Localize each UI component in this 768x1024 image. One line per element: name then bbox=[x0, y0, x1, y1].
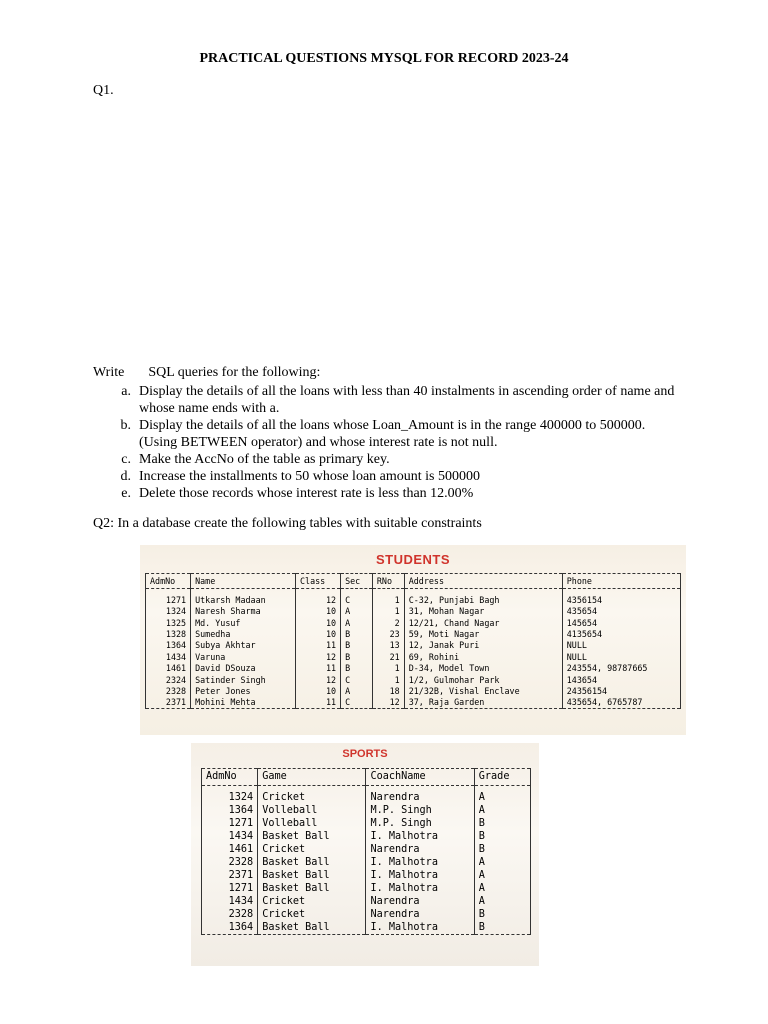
task-item bbox=[93, 383, 683, 417]
table-cell: Utkarsh Madaan bbox=[191, 589, 296, 606]
table-row bbox=[202, 869, 531, 882]
table-cell: A bbox=[341, 686, 373, 697]
table-row bbox=[202, 921, 531, 935]
table-cell: 24356154 bbox=[562, 686, 680, 697]
table-cell: I. Malhotra bbox=[366, 830, 474, 843]
sports-table-image bbox=[191, 743, 539, 966]
table-cell: 1 bbox=[372, 606, 404, 617]
table-cell: 1271 bbox=[202, 882, 258, 895]
table-cell: 1324 bbox=[202, 786, 258, 805]
task-item bbox=[93, 451, 683, 468]
table-cell: 69, Rohini bbox=[404, 651, 562, 662]
table-cell: 2324 bbox=[146, 674, 191, 685]
table-cell: 12/21, Chand Nagar bbox=[404, 617, 562, 628]
table-cell: 10 bbox=[295, 629, 340, 640]
table-cell: 10 bbox=[295, 617, 340, 628]
table-cell: 1 bbox=[372, 663, 404, 674]
sports-header-row bbox=[202, 769, 531, 786]
table-cell: NULL bbox=[562, 640, 680, 651]
question-2-text: Q2: In a database create the following tables with suitable constraints bbox=[93, 516, 482, 531]
table-cell: 1364 bbox=[202, 921, 258, 935]
table-cell: B bbox=[474, 830, 530, 843]
column-header: Name bbox=[191, 574, 296, 589]
table-cell: M.P. Singh bbox=[366, 804, 474, 817]
table-cell: Cricket bbox=[258, 908, 366, 921]
table-cell: Narendra bbox=[366, 908, 474, 921]
table-cell: Volleball bbox=[258, 804, 366, 817]
table-cell: 12 bbox=[295, 674, 340, 685]
sports-table bbox=[201, 768, 531, 935]
table-cell: 145654 bbox=[562, 617, 680, 628]
column-header: Sec bbox=[341, 574, 373, 589]
table-cell: B bbox=[341, 629, 373, 640]
table-cell: Basket Ball bbox=[258, 921, 366, 935]
table-cell: 21/32B, Vishal Enclave bbox=[404, 686, 562, 697]
table-cell: 4135654 bbox=[562, 629, 680, 640]
table-row bbox=[146, 617, 681, 628]
table-cell: Sumedha bbox=[191, 629, 296, 640]
students-table bbox=[145, 573, 681, 709]
table-cell: 1324 bbox=[146, 606, 191, 617]
table-cell: A bbox=[474, 856, 530, 869]
table-cell: 2328 bbox=[146, 686, 191, 697]
table-cell: 11 bbox=[295, 640, 340, 651]
table-cell: B bbox=[341, 640, 373, 651]
table-cell: 1364 bbox=[202, 804, 258, 817]
table-row bbox=[146, 640, 681, 651]
table-cell: Cricket bbox=[258, 786, 366, 805]
table-cell: B bbox=[474, 908, 530, 921]
table-cell: I. Malhotra bbox=[366, 869, 474, 882]
table-cell: I. Malhotra bbox=[366, 882, 474, 895]
table-cell: 1/2, Gulmohar Park bbox=[404, 674, 562, 685]
table-cell: 1 bbox=[372, 674, 404, 685]
students-header-row bbox=[146, 574, 681, 589]
task-item bbox=[93, 485, 683, 502]
write-rest: SQL queries for the following: bbox=[148, 365, 321, 380]
table-row bbox=[202, 830, 531, 843]
table-row bbox=[146, 606, 681, 617]
table-row bbox=[146, 651, 681, 662]
table-cell: B bbox=[474, 817, 530, 830]
table-cell: 1364 bbox=[146, 640, 191, 651]
table-row bbox=[202, 817, 531, 830]
table-cell: Narendra bbox=[366, 786, 474, 805]
table-cell: 12 bbox=[372, 697, 404, 709]
column-header: CoachName bbox=[366, 769, 474, 786]
table-cell: A bbox=[341, 617, 373, 628]
table-row bbox=[146, 589, 681, 606]
table-cell: B bbox=[474, 921, 530, 935]
task-text: Display the details of all the loans whose Loan_Amount is in the range 400000 to 500000. (Using BETWEEN operator) and whose interest rate is not null. bbox=[139, 418, 646, 450]
table-cell: Mohini Mehta bbox=[191, 697, 296, 709]
task-text: Display the details of all the loans with less than 40 instalments in ascending order of name and whose name ends with a. bbox=[139, 384, 675, 416]
task-label: b. bbox=[120, 418, 131, 433]
table-cell: 10 bbox=[295, 686, 340, 697]
task-item bbox=[93, 468, 683, 485]
table-cell: 2328 bbox=[202, 856, 258, 869]
table-row bbox=[146, 674, 681, 685]
column-header: Phone bbox=[562, 574, 680, 589]
table-cell: 1434 bbox=[146, 651, 191, 662]
table-cell: 243554, 98787665 bbox=[562, 663, 680, 674]
column-header: Game bbox=[258, 769, 366, 786]
table-cell: 11 bbox=[295, 663, 340, 674]
table-cell: A bbox=[474, 869, 530, 882]
task-label: d. bbox=[120, 469, 131, 484]
students-table-image bbox=[140, 545, 686, 735]
table-cell: 23 bbox=[372, 629, 404, 640]
table-cell: Basket Ball bbox=[258, 882, 366, 895]
table-row bbox=[202, 856, 531, 869]
task-text: Delete those records whose interest rate is less than 12.00% bbox=[139, 486, 474, 501]
column-header: Address bbox=[404, 574, 562, 589]
table-cell: 1434 bbox=[202, 830, 258, 843]
table-cell: 435654 bbox=[562, 606, 680, 617]
table-cell: I. Malhotra bbox=[366, 921, 474, 935]
column-header: RNo bbox=[372, 574, 404, 589]
table-cell: 2371 bbox=[202, 869, 258, 882]
table-cell: Basket Ball bbox=[258, 869, 366, 882]
table-row bbox=[202, 843, 531, 856]
table-cell: 1 bbox=[372, 589, 404, 606]
table-cell: Narendra bbox=[366, 843, 474, 856]
table-cell: C bbox=[341, 697, 373, 709]
page-title: PRACTICAL QUESTIONS MYSQL FOR RECORD 2023-24 bbox=[199, 51, 569, 66]
table-cell: A bbox=[474, 882, 530, 895]
table-cell: 1461 bbox=[146, 663, 191, 674]
column-header: Class bbox=[295, 574, 340, 589]
table-cell: C-32, Punjabi Bagh bbox=[404, 589, 562, 606]
table-cell: Volleball bbox=[258, 817, 366, 830]
table-cell: 2 bbox=[372, 617, 404, 628]
table-cell: 12, Janak Puri bbox=[404, 640, 562, 651]
table-cell: 18 bbox=[372, 686, 404, 697]
table-cell: C bbox=[341, 674, 373, 685]
table-cell: A bbox=[474, 804, 530, 817]
table-row bbox=[202, 908, 531, 921]
task-label: e. bbox=[121, 486, 131, 501]
table-cell: 1325 bbox=[146, 617, 191, 628]
table-cell: 37, Raja Garden bbox=[404, 697, 562, 709]
table-cell: B bbox=[474, 843, 530, 856]
table-cell: D-34, Model Town bbox=[404, 663, 562, 674]
table-cell: David DSouza bbox=[191, 663, 296, 674]
table-cell: Md. Yusuf bbox=[191, 617, 296, 628]
column-header: Grade bbox=[474, 769, 530, 786]
task-label: c. bbox=[121, 452, 131, 467]
table-cell: Narendra bbox=[366, 895, 474, 908]
table-cell: C bbox=[341, 589, 373, 606]
table-cell: Naresh Sharma bbox=[191, 606, 296, 617]
write-instruction bbox=[93, 365, 320, 381]
column-header: AdmNo bbox=[202, 769, 258, 786]
table-cell: Varuna bbox=[191, 651, 296, 662]
table-cell: M.P. Singh bbox=[366, 817, 474, 830]
task-label: a. bbox=[121, 384, 131, 399]
table-cell: 143654 bbox=[562, 674, 680, 685]
task-list bbox=[93, 383, 683, 502]
sports-table-title: SPORTS bbox=[342, 748, 388, 760]
table-row bbox=[202, 786, 531, 805]
table-cell: Subya Akhtar bbox=[191, 640, 296, 651]
table-row bbox=[146, 629, 681, 640]
table-cell: 1434 bbox=[202, 895, 258, 908]
table-cell: A bbox=[341, 606, 373, 617]
table-cell: Peter Jones bbox=[191, 686, 296, 697]
table-cell: 12 bbox=[295, 651, 340, 662]
table-cell: 2371 bbox=[146, 697, 191, 709]
table-cell: 1461 bbox=[202, 843, 258, 856]
table-row bbox=[146, 663, 681, 674]
task-text: Make the AccNo of the table as primary key. bbox=[139, 452, 390, 467]
table-cell: 11 bbox=[295, 697, 340, 709]
task-text: Increase the installments to 50 whose loan amount is 500000 bbox=[139, 469, 480, 484]
table-cell: 21 bbox=[372, 651, 404, 662]
table-cell: I. Malhotra bbox=[366, 856, 474, 869]
table-cell: Cricket bbox=[258, 843, 366, 856]
table-cell: 4356154 bbox=[562, 589, 680, 606]
table-row bbox=[146, 697, 681, 709]
task-item bbox=[93, 417, 683, 451]
write-word: Write bbox=[93, 365, 125, 380]
table-cell: B bbox=[341, 663, 373, 674]
table-row bbox=[202, 804, 531, 817]
table-cell: Cricket bbox=[258, 895, 366, 908]
table-row bbox=[146, 686, 681, 697]
table-row bbox=[202, 895, 531, 908]
table-cell: 59, Moti Nagar bbox=[404, 629, 562, 640]
table-cell: 1328 bbox=[146, 629, 191, 640]
question-1-label: Q1. bbox=[93, 83, 114, 98]
students-table-title: STUDENTS bbox=[375, 552, 451, 567]
table-cell: 435654, 6765787 bbox=[562, 697, 680, 709]
table-cell: 31, Mohan Nagar bbox=[404, 606, 562, 617]
table-cell: 1271 bbox=[202, 817, 258, 830]
table-cell: 12 bbox=[295, 589, 340, 606]
table-row bbox=[202, 882, 531, 895]
table-cell: A bbox=[474, 895, 530, 908]
table-cell: Satinder Singh bbox=[191, 674, 296, 685]
table-cell: B bbox=[341, 651, 373, 662]
table-cell: 1271 bbox=[146, 589, 191, 606]
table-cell: Basket Ball bbox=[258, 856, 366, 869]
table-cell: Basket Ball bbox=[258, 830, 366, 843]
table-cell: 13 bbox=[372, 640, 404, 651]
table-cell: NULL bbox=[562, 651, 680, 662]
table-cell: A bbox=[474, 786, 530, 805]
column-header: AdmNo bbox=[146, 574, 191, 589]
table-cell: 2328 bbox=[202, 908, 258, 921]
table-cell: 10 bbox=[295, 606, 340, 617]
